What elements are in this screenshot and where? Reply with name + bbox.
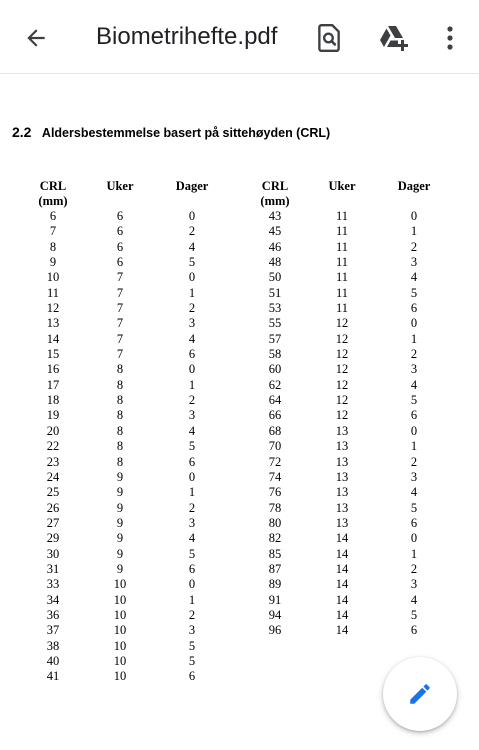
cell-dager: 1 [410, 331, 418, 346]
table-row [244, 301, 450, 316]
cell-uker: 13 [335, 423, 349, 438]
cell-uker: 13 [335, 500, 349, 515]
cell-uker: 9 [116, 469, 124, 484]
cell-crl: 15 [46, 347, 60, 362]
table-row [244, 332, 450, 347]
table-row [244, 393, 450, 408]
more-options-button[interactable] [432, 20, 468, 56]
cell-uker: 13 [335, 439, 349, 454]
cell-dager: 4 [410, 270, 418, 285]
cell-crl: 51 [268, 285, 282, 300]
cell-dager: 3 [188, 623, 196, 638]
table-row [244, 378, 450, 393]
cell-uker: 10 [113, 623, 127, 638]
cell-crl: 40 [46, 653, 60, 668]
cell-dager: 1 [410, 439, 418, 454]
table-row [22, 669, 228, 684]
cell-crl: 94 [268, 607, 282, 622]
cell-uker: 6 [116, 209, 124, 223]
header-dager: Dager [397, 179, 431, 193]
cell-uker: 14 [335, 577, 349, 592]
cell-dager: 4 [188, 423, 196, 438]
cell-crl: 6 [49, 209, 57, 223]
cell-uker: 12 [335, 347, 349, 362]
table-row [244, 531, 450, 546]
cell-uker: 12 [335, 408, 349, 423]
cell-dager: 5 [188, 546, 196, 561]
cell-crl: 74 [268, 469, 282, 484]
cell-dager: 3 [188, 316, 196, 331]
table-row [22, 424, 228, 439]
cell-crl: 27 [46, 515, 60, 530]
table-row [22, 608, 228, 623]
cell-crl: 24 [46, 469, 60, 484]
table-row [22, 455, 228, 470]
cell-dager: 6 [410, 623, 418, 638]
cell-crl: 53 [268, 301, 282, 316]
cell-crl: 19 [46, 408, 60, 423]
cell-uker: 12 [335, 316, 349, 331]
cell-crl: 16 [46, 362, 60, 377]
cell-crl: 55 [268, 316, 282, 331]
table-row [22, 209, 228, 224]
cell-uker: 11 [335, 209, 349, 223]
section-number: 2.2 [12, 124, 32, 140]
cell-uker: 9 [116, 546, 124, 561]
cell-uker: 12 [335, 362, 349, 377]
table-row [244, 316, 450, 331]
cell-crl: 57 [268, 331, 282, 346]
cell-crl: 78 [268, 500, 282, 515]
table-row [22, 286, 228, 301]
cell-crl: 48 [268, 255, 282, 270]
table-row [22, 270, 228, 285]
cell-uker: 10 [113, 592, 127, 607]
cell-crl: 41 [46, 669, 60, 684]
cell-dager: 5 [410, 607, 418, 622]
cell-dager: 5 [188, 653, 196, 668]
table-row [244, 408, 450, 423]
cell-uker: 14 [335, 607, 349, 622]
cell-crl: 29 [46, 531, 60, 546]
table-row [22, 562, 228, 577]
cell-crl: 7 [49, 224, 57, 239]
cell-uker: 8 [116, 454, 124, 469]
table-row [22, 316, 228, 331]
cell-dager: 5 [188, 439, 196, 454]
cell-uker: 10 [113, 669, 127, 684]
table-row [22, 378, 228, 393]
table-row [244, 547, 450, 562]
table-row [22, 332, 228, 347]
table-row [22, 470, 228, 485]
cell-crl: 18 [46, 393, 60, 408]
cell-crl: 43 [268, 209, 282, 223]
table-row [244, 240, 450, 255]
cell-uker: 7 [116, 270, 124, 285]
cell-dager: 2 [410, 454, 418, 469]
cell-crl: 36 [46, 607, 60, 622]
cell-crl: 26 [46, 500, 60, 515]
cell-crl: 76 [268, 485, 282, 500]
cell-crl: 64 [268, 393, 282, 408]
table-row [22, 654, 228, 669]
find-in-page-icon [316, 23, 342, 53]
cell-dager: 2 [188, 301, 196, 316]
header-uker: Uker [106, 179, 134, 193]
table-row [244, 270, 450, 285]
header-crl: CRL (mm) [260, 179, 290, 208]
cell-crl: 58 [268, 347, 282, 362]
table-row [22, 347, 228, 362]
cell-crl: 33 [46, 577, 60, 592]
cell-uker: 14 [335, 592, 349, 607]
cell-uker: 7 [116, 301, 124, 316]
more-vert-icon [445, 25, 455, 51]
cell-dager: 0 [410, 316, 418, 331]
cell-crl: 30 [46, 546, 60, 561]
table-row [244, 224, 450, 239]
cell-crl: 31 [46, 561, 60, 576]
cell-crl: 37 [46, 623, 60, 638]
table-row [22, 547, 228, 562]
find-in-page-button[interactable] [311, 20, 347, 56]
cell-uker: 9 [116, 531, 124, 546]
cell-uker: 11 [335, 270, 349, 285]
cell-uker: 9 [116, 515, 124, 530]
cell-dager: 6 [410, 515, 418, 530]
table-row [22, 393, 228, 408]
cell-crl: 12 [46, 301, 60, 316]
cell-uker: 10 [113, 577, 127, 592]
cell-dager: 1 [410, 224, 418, 239]
edit-fab-button[interactable] [383, 657, 457, 731]
cell-crl: 22 [46, 439, 60, 454]
cell-dager: 1 [410, 546, 418, 561]
cell-crl: 82 [268, 531, 282, 546]
cell-uker: 9 [116, 485, 124, 500]
cell-dager: 3 [410, 255, 418, 270]
cell-crl: 72 [268, 454, 282, 469]
cell-uker: 8 [116, 423, 124, 438]
cell-dager: 0 [410, 209, 418, 223]
cell-crl: 46 [268, 239, 282, 254]
cell-dager: 0 [410, 423, 418, 438]
cell-crl: 17 [46, 377, 60, 392]
cell-dager: 4 [188, 331, 196, 346]
cell-dager: 0 [410, 531, 418, 546]
table-row [22, 362, 228, 377]
cell-dager: 6 [188, 561, 196, 576]
cell-dager: 6 [410, 301, 418, 316]
table-row [22, 224, 228, 239]
cell-uker: 6 [116, 239, 124, 254]
cell-dager: 2 [410, 347, 418, 362]
cell-dager: 6 [188, 454, 196, 469]
table-row [244, 485, 450, 500]
table-row [244, 577, 450, 592]
cell-dager: 2 [188, 500, 196, 515]
cell-uker: 11 [335, 239, 349, 254]
table-row [244, 424, 450, 439]
cell-crl: 85 [268, 546, 282, 561]
cell-dager: 5 [188, 255, 196, 270]
cell-uker: 10 [113, 638, 127, 653]
table-row [244, 362, 450, 377]
cell-uker: 13 [335, 469, 349, 484]
cell-uker: 10 [113, 607, 127, 622]
cell-dager: 0 [188, 362, 196, 377]
cell-crl: 23 [46, 454, 60, 469]
table-header [244, 179, 450, 209]
cell-uker: 9 [116, 561, 124, 576]
table-row [22, 501, 228, 516]
cell-dager: 2 [188, 393, 196, 408]
cell-dager: 1 [188, 592, 196, 607]
cell-dager: 2 [410, 561, 418, 576]
cell-dager: 5 [410, 285, 418, 300]
crl-table-right [244, 179, 450, 639]
table-row [22, 240, 228, 255]
cell-uker: 8 [116, 377, 124, 392]
cell-uker: 12 [335, 331, 349, 346]
header-crl: CRL (mm) [38, 179, 68, 208]
cell-crl: 34 [46, 592, 60, 607]
table-row [22, 623, 228, 638]
table-row [22, 577, 228, 592]
cell-crl: 9 [49, 255, 57, 270]
cell-uker: 13 [335, 454, 349, 469]
cell-dager: 4 [410, 485, 418, 500]
cell-dager: 6 [188, 347, 196, 362]
table-row [244, 209, 450, 224]
cell-uker: 8 [116, 362, 124, 377]
cell-dager: 3 [188, 515, 196, 530]
table-row [22, 485, 228, 500]
header-dager: Dager [175, 179, 209, 193]
table-row [22, 408, 228, 423]
cell-crl: 91 [268, 592, 282, 607]
cell-uker: 7 [116, 285, 124, 300]
arrow-back-icon [23, 25, 49, 51]
crl-table-left [22, 179, 228, 685]
cell-crl: 11 [46, 285, 60, 300]
add-to-drive-icon [378, 23, 410, 53]
table-row [22, 255, 228, 270]
cell-dager: 2 [188, 607, 196, 622]
cell-uker: 13 [335, 515, 349, 530]
cell-dager: 5 [410, 393, 418, 408]
app-bar [0, 0, 479, 74]
cell-uker: 14 [335, 531, 349, 546]
cell-dager: 3 [410, 577, 418, 592]
cell-dager: 3 [410, 362, 418, 377]
table-header [22, 179, 228, 209]
cell-crl: 14 [46, 331, 60, 346]
table-body [22, 209, 228, 685]
cell-crl: 87 [268, 561, 282, 576]
cell-dager: 2 [188, 224, 196, 239]
cell-crl: 60 [268, 362, 282, 377]
cell-uker: 14 [335, 623, 349, 638]
cell-uker: 14 [335, 561, 349, 576]
cell-dager: 1 [188, 285, 196, 300]
cell-crl: 25 [46, 485, 60, 500]
cell-dager: 3 [410, 469, 418, 484]
cell-crl: 80 [268, 515, 282, 530]
cell-dager: 4 [410, 592, 418, 607]
table-row [22, 639, 228, 654]
table-row [244, 608, 450, 623]
cell-uker: 6 [116, 224, 124, 239]
cell-uker: 7 [116, 331, 124, 346]
table-row [244, 439, 450, 454]
table-row [22, 516, 228, 531]
cell-dager: 0 [188, 469, 196, 484]
cell-crl: 89 [268, 577, 282, 592]
header-uker: Uker [328, 179, 356, 193]
cell-uker: 11 [335, 255, 349, 270]
table-row [22, 439, 228, 454]
cell-crl: 70 [268, 439, 282, 454]
cell-dager: 4 [410, 377, 418, 392]
cell-uker: 9 [116, 500, 124, 515]
table-row [244, 593, 450, 608]
cell-dager: 0 [188, 577, 196, 592]
table-body [244, 209, 450, 639]
cell-crl: 68 [268, 423, 282, 438]
table-row [244, 623, 450, 638]
cell-dager: 0 [188, 209, 196, 223]
cell-crl: 62 [268, 377, 282, 392]
table-row [244, 347, 450, 362]
section-heading [12, 124, 330, 142]
cell-dager: 5 [188, 638, 196, 653]
cell-uker: 8 [116, 439, 124, 454]
cell-uker: 13 [335, 485, 349, 500]
cell-crl: 96 [268, 623, 282, 638]
cell-crl: 66 [268, 408, 282, 423]
table-row [244, 470, 450, 485]
section-title: Aldersbestemmelse basert på sittehøyden (CRL) [41, 126, 331, 140]
back-button[interactable] [20, 22, 52, 54]
cell-uker: 7 [116, 316, 124, 331]
cell-uker: 11 [335, 301, 349, 316]
cell-dager: 4 [188, 239, 196, 254]
cell-dager: 4 [188, 531, 196, 546]
cell-uker: 14 [335, 546, 349, 561]
table-row [244, 255, 450, 270]
cell-uker: 10 [113, 653, 127, 668]
cell-uker: 12 [335, 377, 349, 392]
cell-uker: 6 [116, 255, 124, 270]
cell-dager: 6 [410, 408, 418, 423]
cell-uker: 8 [116, 408, 124, 423]
pdf-page[interactable] [0, 74, 479, 750]
cell-uker: 7 [116, 347, 124, 362]
cell-crl: 45 [268, 224, 282, 239]
table-row [244, 286, 450, 301]
cell-dager: 3 [188, 408, 196, 423]
table-row [244, 501, 450, 516]
cell-dager: 1 [188, 485, 196, 500]
cell-uker: 11 [335, 285, 349, 300]
cell-dager: 6 [188, 669, 196, 684]
cell-crl: 50 [268, 270, 282, 285]
cell-crl: 38 [46, 638, 60, 653]
cell-crl: 10 [46, 270, 60, 285]
table-row [244, 455, 450, 470]
document-title: Biometrihefte.pdf [96, 23, 278, 50]
cell-dager: 2 [410, 239, 418, 254]
add-to-drive-button[interactable] [376, 20, 412, 56]
cell-crl: 8 [49, 239, 57, 254]
cell-dager: 5 [410, 500, 418, 515]
table-row [22, 593, 228, 608]
cell-uker: 8 [116, 393, 124, 408]
cell-dager: 0 [188, 270, 196, 285]
cell-uker: 12 [335, 393, 349, 408]
table-row [22, 531, 228, 546]
cell-crl: 20 [46, 423, 60, 438]
edit-pencil-icon [407, 681, 433, 707]
table-row [22, 301, 228, 316]
cell-crl: 13 [46, 316, 60, 331]
cell-dager: 1 [188, 377, 196, 392]
cell-uker: 11 [335, 224, 349, 239]
table-row [244, 562, 450, 577]
table-row [244, 516, 450, 531]
